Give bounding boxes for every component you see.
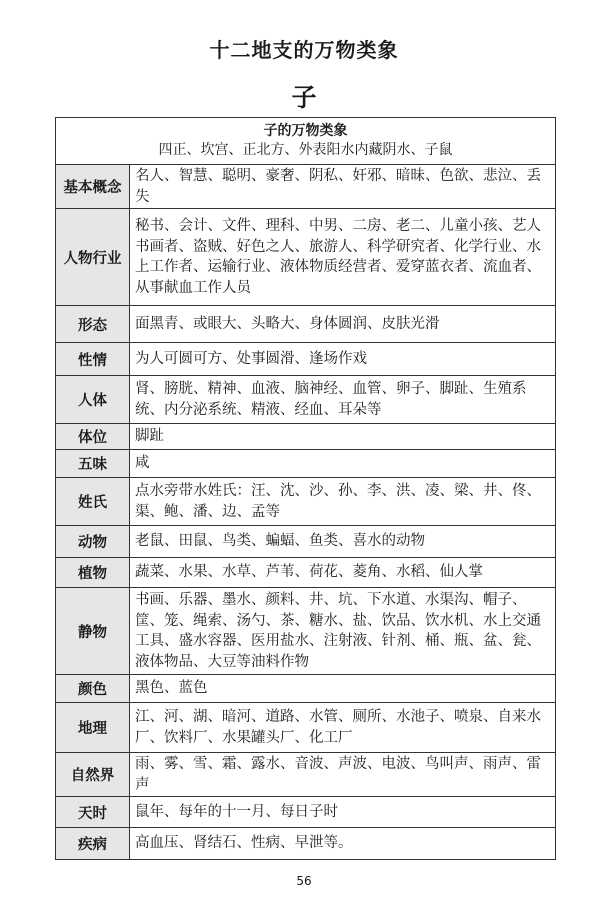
row-content: 秘书、会计、文件、理科、中男、二房、老二、儿童小孩、艺人书画者、盗贼、好色之人、旅游人、科学研究者、化学行业、水上工作者、运输行业、液体物质经营者、爱穿蓝衣者、流血者、从事献血工作人员: [130, 209, 556, 306]
table-row: [56, 209, 556, 306]
table-row: [56, 165, 556, 209]
row-content: 书画、乐器、墨水、颜料、井、坑、下水道、水渠沟、帽子、筐、笼、绳索、汤勺、茶、糖水、盐、饮品、饮水机、水上交通工具、盛水容器、医用盐水、注射液、针剂、桶、瓶、盆、瓮、液体物品、大豆等油料作物: [130, 588, 556, 675]
row-content: 蔬菜、水果、水草、芦苇、荷花、菱角、水稻、仙人掌: [130, 558, 556, 588]
row-content: 江、河、湖、暗河、道路、水管、厕所、水池子、喷泉、自来水厂、饮料厂、水果罐头厂、化工厂: [130, 703, 556, 753]
row-label: 人物行业: [56, 209, 130, 306]
row-content: 点水旁带水姓氏：汪、沈、沙、孙、李、洪、凌、梁、井、佟、渠、鲍、潘、边、孟等: [130, 478, 556, 526]
table-row: [56, 478, 556, 526]
table-row: [56, 703, 556, 753]
table-row: [56, 450, 556, 478]
row-label: 疾病: [56, 828, 130, 860]
table-row: [56, 753, 556, 797]
table-row: [56, 797, 556, 828]
row-content: 高血压、肾结石、性病、早泄等。: [130, 828, 556, 860]
table-row: [56, 588, 556, 675]
row-content: 雨、雾、雪、霜、露水、音波、声波、电波、鸟叫声、雨声、雷声: [130, 753, 556, 797]
section-title: 子: [291, 83, 317, 112]
row-label: 姓氏: [56, 478, 130, 526]
row-content: 面黑青、或眼大、头略大、身体圆润、皮肤光滑: [130, 306, 556, 343]
row-content: 脚趾: [130, 424, 556, 450]
row-label: 天时: [56, 797, 130, 828]
table-row: [56, 343, 556, 376]
row-label: 植物: [56, 558, 130, 588]
table-row: [56, 675, 556, 703]
row-content: 咸: [130, 450, 556, 478]
table-row: [56, 424, 556, 450]
table-row: [56, 526, 556, 558]
table-header-row: [56, 118, 556, 165]
table-row: [56, 376, 556, 424]
table-header-subtitle: 四正、坎宫、正北方、外表阳水内藏阴水、子鼠: [158, 142, 453, 158]
table-row: [56, 306, 556, 343]
table-header: [56, 118, 556, 165]
row-label: 人体: [56, 376, 130, 424]
row-label: 地理: [56, 703, 130, 753]
row-content: 鼠年、每年的十一月、每日子时: [130, 797, 556, 828]
row-label: 自然界: [56, 753, 130, 797]
row-content: 老鼠、田鼠、鸟类、蝙蝠、鱼类、喜水的动物: [130, 526, 556, 558]
table-row: [56, 828, 556, 860]
page-title: 十二地支的万物类象: [209, 38, 399, 62]
table-header-title: 子的万物类象: [263, 123, 348, 139]
row-content: 黑色、蓝色: [130, 675, 556, 703]
row-label: 体位: [56, 424, 130, 450]
row-content: 名人、智慧、聪明、豪奢、阴私、奸邪、暗昧、色欲、悲泣、丢失: [130, 165, 556, 209]
row-content: 肾、膀胱、精神、血液、脑神经、血管、卵子、脚趾、生殖系统、内分泌系统、精液、经血、耳朵等: [130, 376, 556, 424]
row-label: 五味: [56, 450, 130, 478]
row-label: 性情: [56, 343, 130, 376]
row-label: 形态: [56, 306, 130, 343]
row-label: 静物: [56, 588, 130, 675]
page-number: 56: [296, 874, 312, 888]
row-label: 颜色: [56, 675, 130, 703]
category-table: [55, 117, 556, 860]
row-content: 为人可圆可方、处事圆滑、逢场作戏: [130, 343, 556, 376]
table-row: [56, 558, 556, 588]
row-label: 动物: [56, 526, 130, 558]
row-label: 基本概念: [56, 165, 130, 209]
